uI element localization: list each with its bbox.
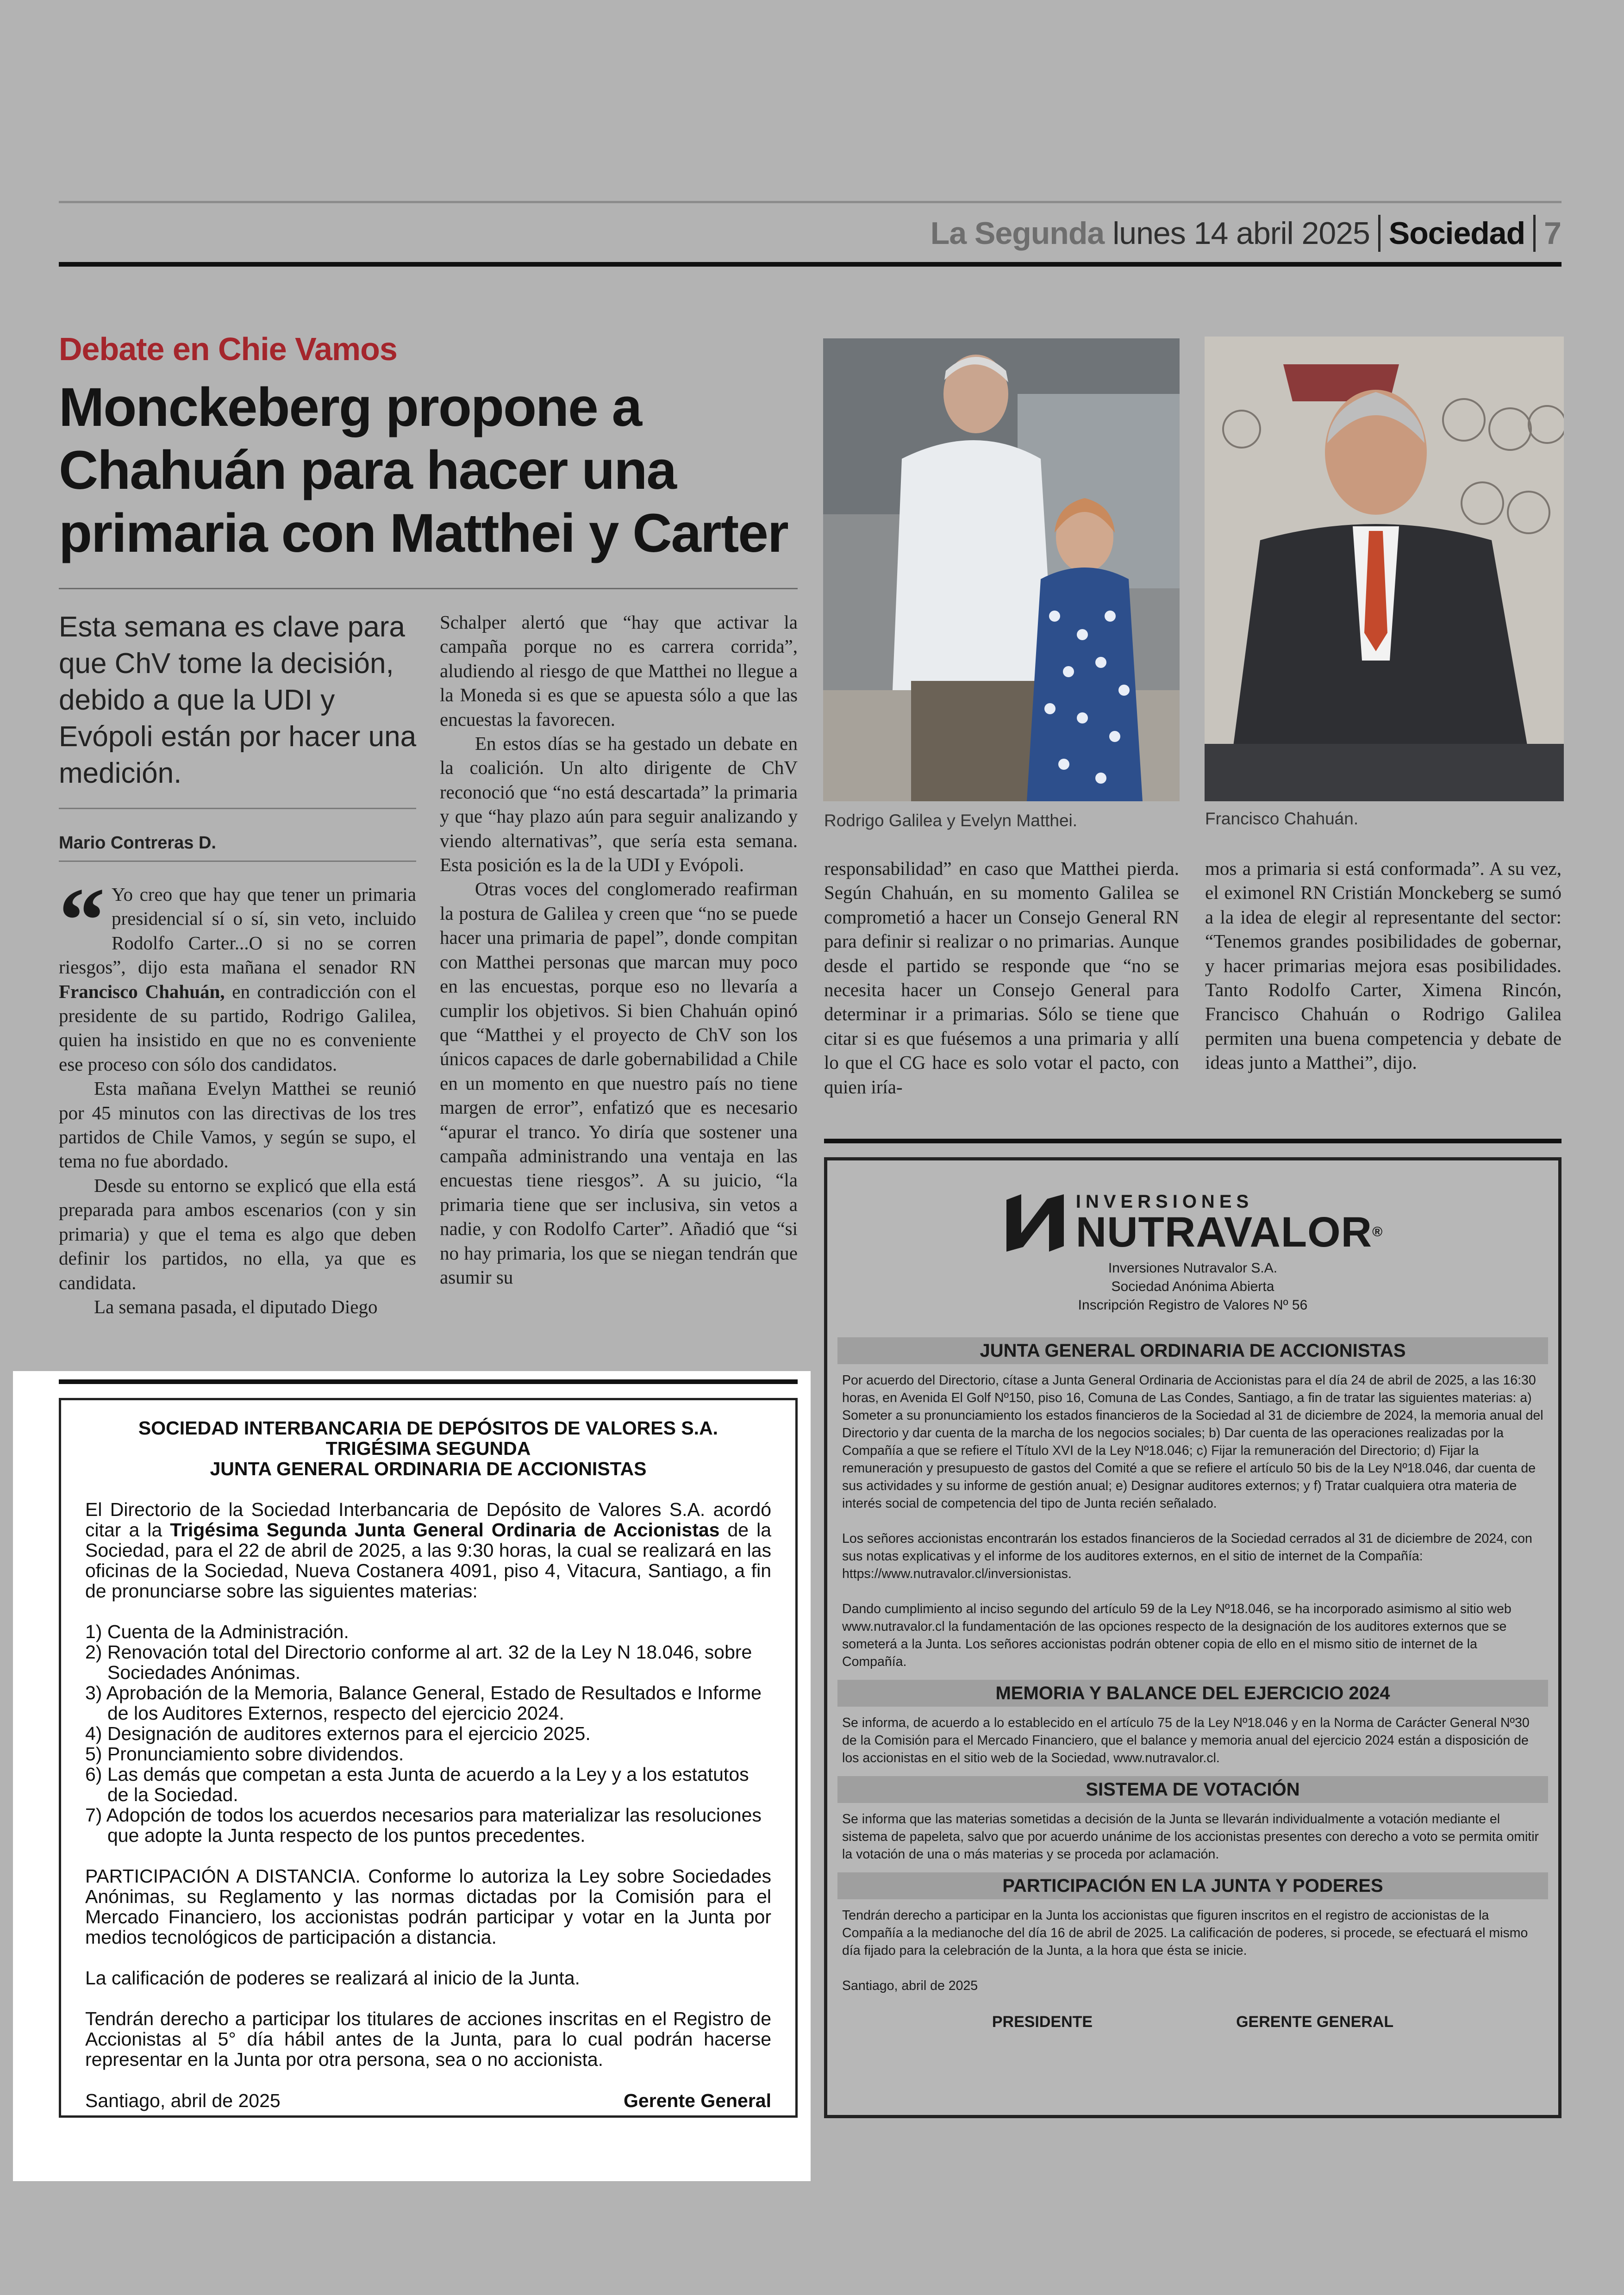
notice-rights: Tendrán derecho a participar los titulares de acciones inscritas en el Registro de Accionistas al 5° día hábil antes de la Junta, para lo cual podrán hacerse representar en la Junta por otra persona, sea o no accionista.: [85, 2008, 771, 2070]
nutravalor-logo: [840, 1188, 1545, 1258]
article-column-1: [59, 869, 416, 1319]
byline: Mario Contreras D.: [59, 833, 216, 853]
photo-caption: Rodrigo Galilea y Evelyn Matthei.: [824, 811, 1078, 830]
notice-title: TRIGÉSIMA SEGUNDA: [325, 1438, 531, 1459]
headline-line: primaria con Matthei y Carter: [59, 503, 788, 564]
photo-galilea-matthei: [823, 338, 1180, 801]
article-column-2: [440, 610, 798, 1289]
article-paragraph: Otras voces del conglomerado reafirman la postura de Galilea y creen que “no se puede hacer una primaria de papel”, donde compitan con Matthei personas que marcan muy poco en las encuestas, porque eso no llevaría a cumplir los objetivos. Si bien Chahuán opinó que “Matthei y el proyecto de ChV son los únicos capaces de darle gobernabilidad a Chile en un momento en que nuestro país no tiene margen de error”, enfatizó que es necesario “apurar el tranco. Yo diría que sostener una campaña administrando una ventaja en las encuestas tiene riesgos”. A su juicio, “la primaria tiene que ser inclusiva, sin vetos a nadie, y con Rodolfo Carter”. Añadió que “si no hay primaria, los que se niegan tendrán que asumir su: [440, 878, 798, 1288]
ad-rule: [824, 1139, 1562, 1143]
article-paragraph: Schalper alertó que “hay que activar la campaña porque no es carrera corrida”, aludiendo al riesgo de que Matthei no llegue a la Moneda si es que se apuesta sólo a que las encuestas la favorecen.: [440, 611, 798, 730]
article-paragraph: responsabilidad” en caso que Matthei pierda. Según Chahuán, en su momento Galilea se comprometió a hacer un Consejo General RN para definir si realizar o no primarias. Aunque desde el partido se responde que “no se necesita hacer un Consejo General para determinar ir a primarias. Sólo se tiene que citar si es que fuésemos a una primaria y allí lo que el CG hace es solo votar el pacto, con quien iría-: [824, 858, 1179, 1098]
quote-mark-icon: “: [59, 869, 105, 972]
notice-title: SOCIEDAD INTERBANCARIA DE DEPÓSITOS DE VALORES S.A.: [138, 1417, 718, 1439]
notice-nutravalor: [824, 1157, 1562, 2118]
page-number: 7: [1544, 216, 1562, 251]
notice-signer: Gerente General: [623, 2090, 771, 2111]
article-paragraph: Desde su entorno se explicó que ella está preparada para ambos escenarios (con y sin primaria) y que el tema es algo que deben definir los partidos, no ella, ya que es candidata.: [59, 1174, 416, 1293]
masthead-separator: [1378, 215, 1380, 252]
agenda-item: 1) Cuenta de la Administración.: [85, 1621, 349, 1642]
notice-signatures: [840, 2013, 1545, 2031]
notice-place-date: Santiago, abril de 2025: [842, 1978, 978, 1993]
notice-paragraph: Dando cumplimiento al inciso segundo del artículo 59 de la Ley Nº18.046, se ha incorporado asimismo al sitio web www.nutravalor.cl la fundamentación de las opciones respecto de la designación de los auditores externos que se someterá a la Junta. Los señores accionistas podrán obtener copia de ello en el mismo sitio de internet de la Compañía.: [842, 1602, 1512, 1669]
notice-paragraph: Se informa, de acuerdo a lo establecido en el artículo 75 de la Ley Nº18.046 y en la Norma de Carácter General Nº30 de la Comisión para el Mercado Financiero, que el balance y memoria anual del ejercicio 2024 están a disposición de los accionistas en el sitio web de la Sociedad, www.nutravalor.cl.: [842, 1715, 1530, 1765]
notice-place-date: Santiago, abril de 2025: [85, 2090, 281, 2111]
notice-intro: El Directorio de la Sociedad Interbancaria de Depósito de Valores S.A. acordó citar a la Trigésima Segunda Junta General Ordinaria de Accionistas de la Sociedad, para el 22 de abril de 2025, a las 9:30 horas, la cual se realizará en las oficinas de la Sociedad, Nueva Costanera 4091, piso 4, Vitacura, Santiago, a fin de pronunciarse sobre las siguientes materias:: [85, 1499, 772, 1602]
masthead: [931, 207, 1562, 259]
article-kicker: Debate en Chie Vamos: [59, 331, 397, 367]
byline-rule: [59, 861, 416, 862]
signature-presidente: PRESIDENTE: [992, 2013, 1093, 2031]
agenda-item: 4) Designación de auditores externos para el ejercicio 2025.: [85, 1723, 591, 1744]
article-paragraph: En estos días se ha gestado un debate en la coalición. Un alto dirigente de ChV reconoció que “no está descartada” la primaria y que “hay plazo aún para seguir analizando y viendo alternativas”, que sería esta semana. Esta posición es la de la UDI y Evópoli.: [440, 733, 798, 876]
photo-chahuan: [1205, 337, 1564, 801]
article-headline: [59, 376, 800, 565]
top-rule: [59, 201, 1562, 203]
notice-powers: La calificación de poderes se realizará al inicio de la Junta.: [85, 1967, 580, 1989]
section-header: MEMORIA Y BALANCE DEL EJERCICIO 2024: [837, 1680, 1548, 1707]
agenda-item: 3) Aprobación de la Memoria, Balance General, Estado de Resultados e Informe de los Auditores Externos, respecto del ejercicio 2024.: [85, 1682, 762, 1724]
section-header: PARTICIPACIÓN EN LA JUNTA Y PODERES: [837, 1872, 1548, 1899]
issue-date: lunes 14 abril 2025: [1112, 216, 1370, 251]
logo-brand: NUTRAVALOR®: [1075, 1209, 1383, 1256]
company-type: Sociedad Anónima Abierta: [1111, 1279, 1274, 1294]
article-paragraph: “ Yo creo que hay que tener un primaria presidencial sí o sí, sin veto, incluido Rodolfo Carter...O si no se corren riesgos”, dijo esta mañana el senador RN Francisco Chahuán, en contradicción con el presidente de su partido, Rodrigo Galilea, quien ha insistido en que no es conveniente ese proceso con sólo dos candidatos.: [59, 869, 416, 1075]
notice-title: JUNTA GENERAL ORDINARIA DE ACCIONISTAS: [210, 1458, 647, 1479]
article-paragraph: La semana pasada, el diputado Diego: [94, 1296, 378, 1317]
ad-rule: [59, 1379, 798, 1384]
article-column-4: [1205, 856, 1562, 1075]
header-rule: [59, 262, 1562, 267]
signature-gerente: GERENTE GENERAL: [1236, 2013, 1394, 2031]
notice-agenda-list: [85, 1621, 771, 1846]
notice-remote: PARTICIPACIÓN A DISTANCIA. Conforme lo autoriza la Ley sobre Sociedades Anónimas, su Reglamento y las normas dictadas por la Comisión para el Mercado Financiero, los accionistas podrán participar y votar en la Junta por medios tecnológicos de participación a distancia.: [85, 1865, 771, 1948]
headline-rule: [59, 588, 798, 589]
notice-signature: [85, 2090, 771, 2112]
logo-top-text: INVERSIONES: [1075, 1191, 1254, 1212]
section-header: SISTEMA DE VOTACIÓN: [837, 1776, 1548, 1803]
article-paragraph: mos a primaria si está conformada”. A su vez, el eximonel RN Cristián Monckeberg se sumó a la idea de elegir al representante del sector: “Tenemos grandes posibilidades de gobernar, y hacer primarias mejora esas posibilidades. Tanto Rodolfo Carter, Ximena Rincón, Francisco Chahuán o Rodrigo Galilea permiten una buena competencia y debate de ideas junto a Matthei”, dijo.: [1205, 858, 1562, 1073]
masthead-separator: [1533, 215, 1536, 252]
headline-line: Chahuán para hacer una: [59, 440, 676, 501]
notice-paragraph: Los señores accionistas encontrarán los estados financieros de la Sociedad cerrados al 31 de diciembre de 2024, con sus notas explicativas y el informe de los auditores externos, en el sitio de internet de la Compañía: https://www.nutravalor.cl/inversionistas.: [842, 1531, 1532, 1581]
article-lede: Esta semana es clave para que ChV tome la decisión, debido a que la UDI y Evópoli están por hacer una medición.: [59, 611, 417, 789]
paper-name: La Segunda: [930, 216, 1105, 251]
section-header: JUNTA GENERAL ORDINARIA DE ACCIONISTAS: [837, 1337, 1548, 1364]
notice-paragraph: Se informa que las materias sometidas a decisión de la Junta se llevarán individualmente a votación mediante el sistema de papeleta, salvo que por acuerdo unánime de los accionistas presentes con derecho a voto se permita omitir la votación de una o más materias y se proceda por aclamación.: [842, 1812, 1539, 1862]
company-name: Inversiones Nutravalor S.A.: [1108, 1260, 1278, 1276]
agenda-item: 6) Las demás que competan a esta Junta de acuerdo a la Ley y a los estatutos de la Sociedad.: [85, 1764, 749, 1805]
section-name: Sociedad: [1388, 216, 1525, 251]
notice-paragraph: Tendrán derecho a participar en la Junta los accionistas que figuren inscritos en el registro de accionistas de la Compañía a la medianoche del día 16 de abril de 2025. La calificación de poderes, si procede, se efectuará el mismo día fijado para la celebración de la Junta, a la hora que ésta se inicie.: [842, 1908, 1528, 1958]
headline-line: Monckeberg propone a: [59, 377, 642, 438]
company-registry: Inscripción Registro de Valores Nº 56: [1078, 1297, 1308, 1313]
agenda-item: 7) Adopción de todos los acuerdos necesarios para materializar las resoluciones que adopte la Junta respecto de los puntos precedentes.: [85, 1804, 762, 1846]
agenda-item: 2) Renovación total del Directorio conforme al art. 32 de la Ley N 18.046, sobre Sociedades Anónimas.: [85, 1641, 752, 1683]
notice-paragraph: Por acuerdo del Directorio, cítase a Junta General Ordinaria de Accionistas para el día 24 de abril de 2025, a las 16:30 horas, en Avenida El Golf Nº150, piso 16, Comuna de Las Condes, Santiago, a fin de tratar las siguientes materias: a) Someter a su pronunciamiento los estados financieros de la Sociedad al 31 de diciembre de 2024, la memoria anual del Directorio y dar cuenta de la marcha de los negocios sociales; b) Dar cuenta de las operaciones realizadas por la Compañía a que se refiere el Título XVI de la Ley Nº18.046; c) Fijar la remuneración del Directorio; d) Fijar la remuneración y presupuesto de gastos del Comité a que se refiere el artículo 50 bis de la Ley Nº18.046, dar cuenta de sus actividades y su informe de gestión anual; e) Designar auditores externos; y f) Tratar cualquiera otra materia de interés social de competencia del tipo de Junta recién señalado.: [842, 1373, 1543, 1511]
notice-depositos-valores: [59, 1398, 798, 2118]
agenda-item: 5) Pronunciamiento sobre dividendos.: [85, 1743, 404, 1765]
article-column-3: [824, 856, 1179, 1099]
article-paragraph: Esta mañana Evelyn Matthei se reunió por 45 minutos con las directivas de los tres partidos de Chile Vamos, y según se supo, el tema no fue abordado.: [59, 1078, 416, 1172]
nutravalor-n-icon: [1003, 1191, 1068, 1255]
lede-rule: [59, 808, 416, 809]
photo-caption: Francisco Chahuán.: [1205, 809, 1359, 828]
